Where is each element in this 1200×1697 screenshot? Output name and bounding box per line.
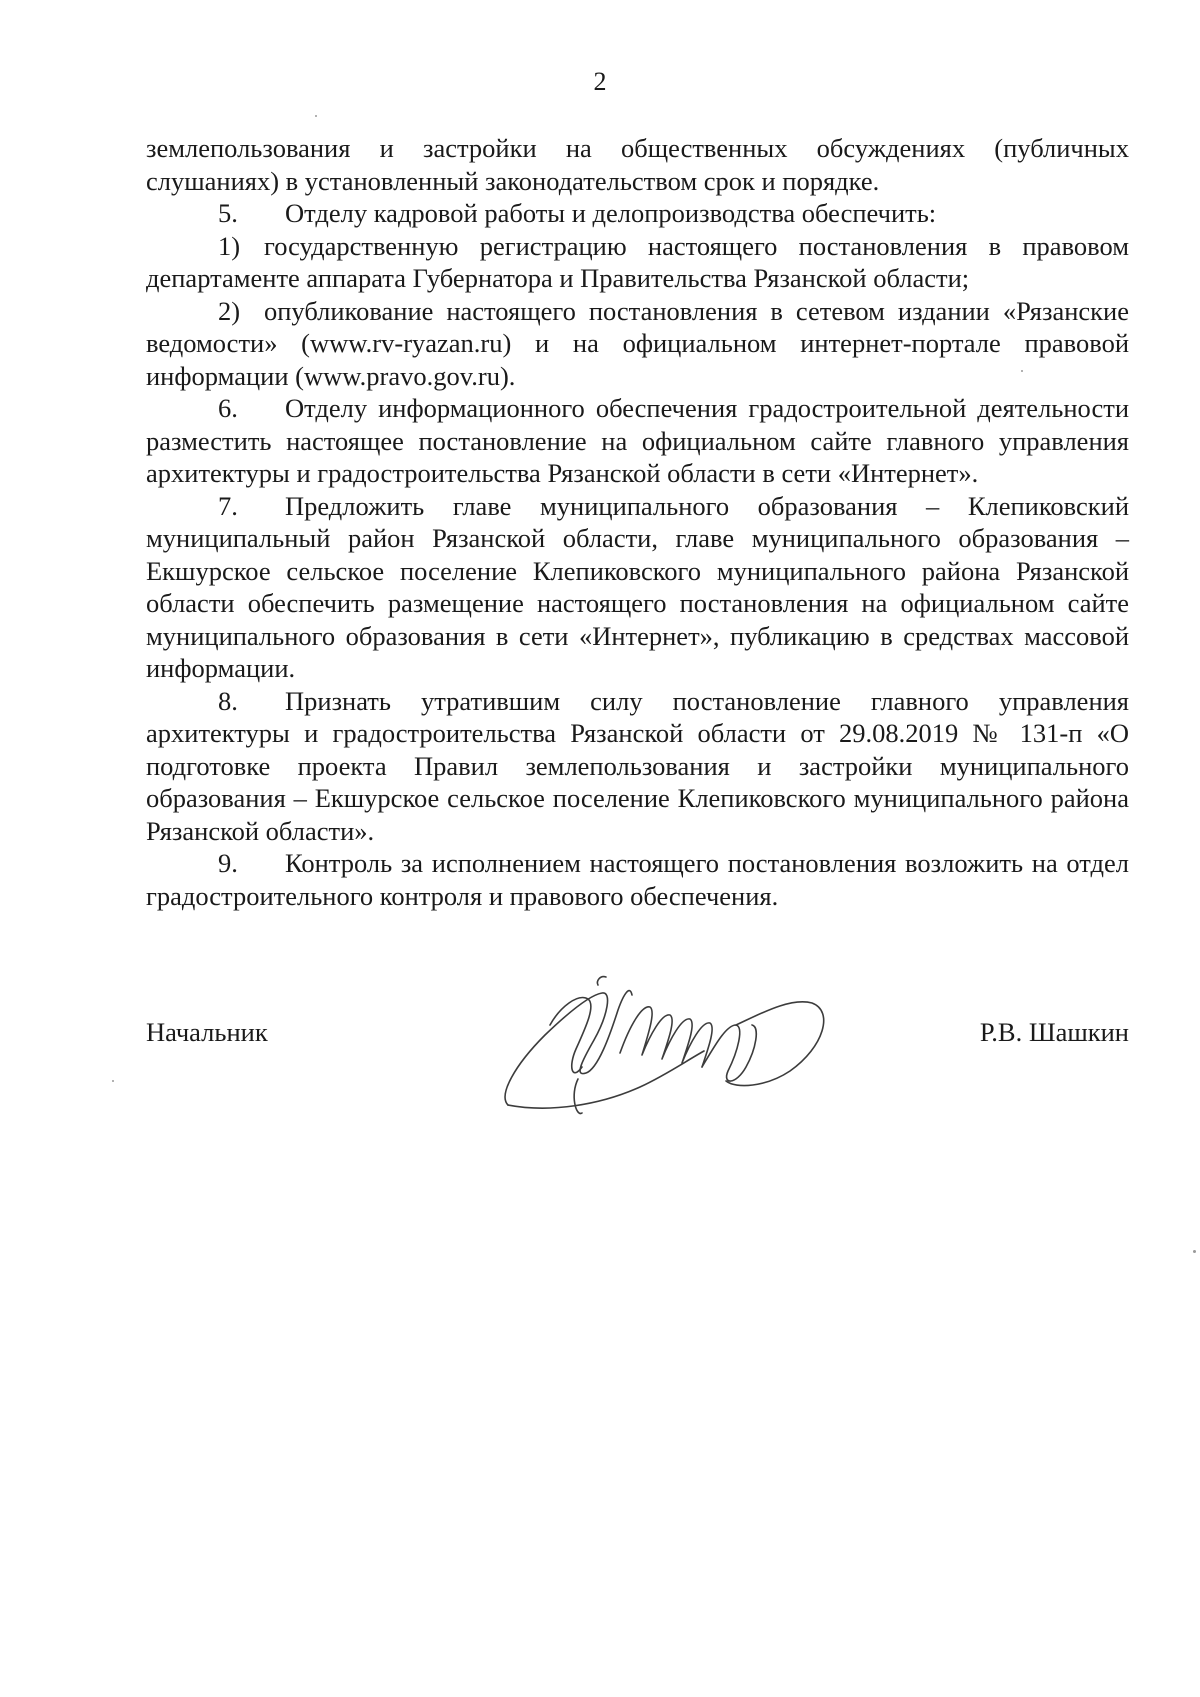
- scan-speck: [1021, 370, 1023, 372]
- paragraph-item-7: [146, 490, 1129, 685]
- signatory-name: Р.В. Шашкин: [979, 1017, 1129, 1047]
- paragraph-item-5: [146, 197, 1129, 230]
- item-number: 5.: [218, 198, 238, 228]
- paragraph-subitem-2: [146, 295, 1129, 393]
- item-text: Предложить главе муниципального образования – Клепиковский муниципальный район Рязанской области, главе муниципального образования – Екшурское сельское поселение Клепиковского муниципального района Рязанской области обеспечить размещение настоящего постановления на официальном сайте муниципального образования в сети «Интернет», публикацию в средствах массовой информации.: [146, 490, 1129, 683]
- scan-speck: [315, 115, 317, 117]
- item-number: 8.: [218, 685, 238, 716]
- scan-speck: [1193, 1250, 1196, 1253]
- subitem-text: опубликование настоящего постановления в сетевом издании «Рязанские ведомости» (www.rv-ryazan.ru) и на официальном интернет-портале правовой информации (www.pravo.gov.ru).: [146, 295, 1129, 391]
- paragraph-item-9: [146, 847, 1129, 912]
- item-number: 6.: [218, 393, 238, 423]
- paragraph-continuation: землепользования и застройки на общественных обсуждениях (публичных слушаниях) в установленный законодательством срок и порядке.: [146, 133, 1129, 196]
- page-number: 2: [593, 67, 607, 96]
- paragraph-subitem-1: [146, 230, 1129, 295]
- item-number: 7.: [218, 490, 238, 521]
- document-body: [146, 132, 1129, 912]
- item-number: 9.: [218, 848, 238, 878]
- item-text: Признать утратившим силу постановление главного управления архитектуры и градостроительства Рязанской области от 29.08.2019 № 131-п «О подготовке проекта Правил землепользования и застройки муниципального образования – Екшурское сельское поселение Клепиковского муниципального района Рязанской области».: [146, 685, 1129, 846]
- handwritten-signature: [490, 955, 890, 1120]
- item-text: Отделу кадровой работы и делопроизводства обеспечить:: [285, 198, 937, 228]
- paragraph-item-8: [146, 685, 1129, 848]
- subitem-number: 2): [218, 295, 241, 326]
- item-text: Контроль за исполнением настоящего постановления возложить на отдел градостроительного контроля и правового обеспечения.: [146, 848, 1129, 911]
- scan-speck: [112, 1080, 114, 1082]
- subitem-text: государственную регистрацию настоящего постановления в правовом департаменте аппарата Губернатора и Правительства Рязанской области;: [146, 230, 1129, 293]
- item-text: Отделу информационного обеспечения градостроительной деятельности разместить настоящее постановление на официальном сайте главного управления архитектуры и градостроительства Рязанской области в сети «Интернет».: [146, 393, 1129, 488]
- subitem-number: 1): [218, 230, 241, 261]
- paragraph-item-6: [146, 392, 1129, 490]
- signatory-title: Начальник: [146, 1017, 268, 1047]
